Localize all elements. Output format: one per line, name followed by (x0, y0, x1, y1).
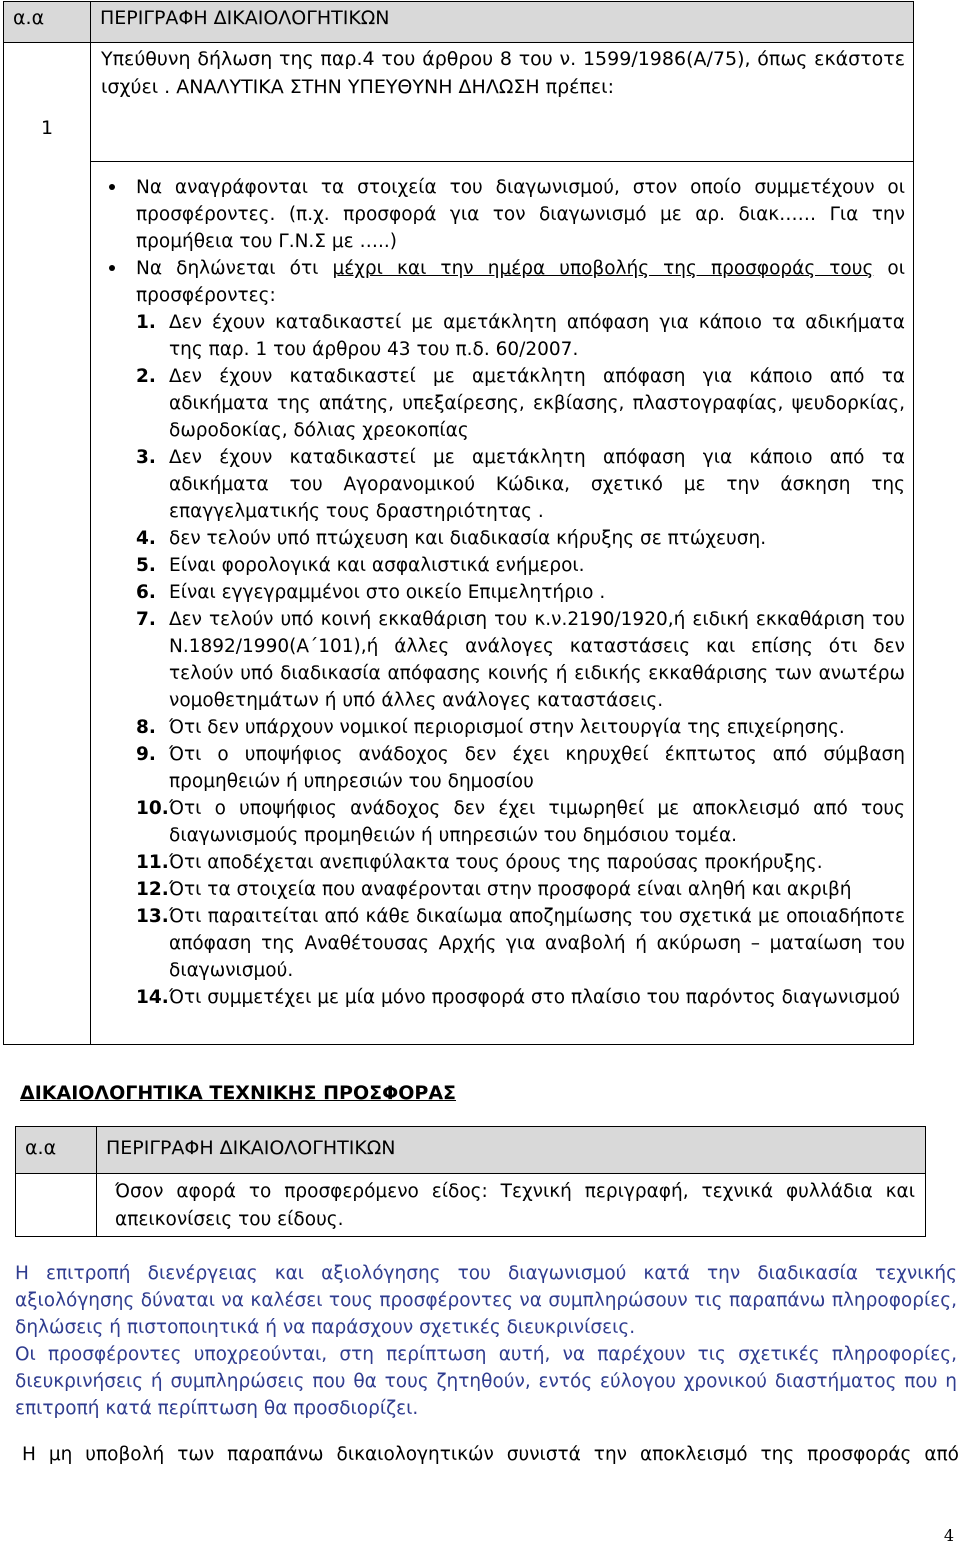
supporting-documents-table (3, 1, 914, 1045)
list-item-text: δεν τελούν υπό πτώχευση και διαδικασία κήρυξης σε πτώχευση. (169, 528, 767, 549)
row-number-empty (16, 1174, 97, 1237)
list-item (101, 714, 905, 741)
header-col-description: ΠΕΡΙΓΡΑΦΗ ΔΙΚΑΙΟΛΟΓΗΤΙΚΩΝ (91, 2, 914, 43)
list-item-text: Ότι συμμετέχει με μία μόνο προσφορά στο πλαίσιο του παρόντος διαγωνισμού (169, 987, 900, 1008)
requirement-list (101, 309, 905, 1011)
list-item-text: Ότι τα στοιχεία που αναφέρονται στην προσφορά είναι αληθή και ακριβή (169, 879, 852, 900)
list-item-text: Δεν τελούν υπό κοινή εκκαθάριση του κ.ν.2190/1920,ή ειδική εκκαθάριση του Ν.1892/1990(Α΄101),ή άλλες ανάλογες καταστάσεις και επίσης ότι δεν τελούν υπό διαδικασία απόφασης κοινής ή ειδικής εκκαθάρισης των ανωτέρω νομοθετημάτων ή υπό άλλες ανάλογες καταστάσεις. (169, 609, 905, 711)
list-item-text: Ότι ο υποψήφιος ανάδοχος δεν έχει τιμωρηθεί με αποκλεισμό από τους διαγωνισμούς προμηθειών ή υπηρεσιών του δημόσιου τομέα. (169, 798, 905, 846)
list-item-number: 7. (136, 609, 156, 630)
list-item (101, 984, 905, 1011)
list-item (101, 606, 905, 714)
page-number: 4 (943, 1526, 954, 1545)
list-item-number: 12. (136, 879, 169, 900)
list-item-number: 5. (136, 555, 156, 576)
committee-notice (15, 1260, 957, 1422)
list-item (101, 579, 905, 606)
list-item-number: 3. (136, 447, 156, 468)
list-item (101, 363, 905, 444)
committee-paragraph-2: Οι προσφέροντες υποχρεούνται, στη περίπτωση αυτή, να παρέχουν τις σχετικές πληροφορίες, διευκρινήσεις ή συμπληρώσεις που θα τους ζητηθούν, εντός εύλογου χρονικού διαστήματος που η επιτροπή κατά περίπτωση θα προσδιορίζει. (15, 1344, 957, 1419)
list-item-number: 2. (136, 366, 156, 387)
header-col-aa: α.α (16, 1127, 97, 1174)
list-item-text: Ότι δεν υπάρχουν νομικοί περιορισμοί στην λειτουργία της επιχείρησης. (169, 717, 845, 738)
list-item-text: Είναι εγγεγραμμένοι στο οικείο Επιμελητήριο . (169, 582, 606, 603)
list-item-number: 9. (136, 744, 156, 765)
list-item (101, 795, 905, 849)
list-item-text: Δεν έχουν καταδικαστεί με αμετάκλητη απόφαση για κάποιο από τα αδικήματα της απάτης, υπεξαίρεσης, εκβίασης, πλαστογραφίας, ψευδορκίας, δωροδοκίας, δόλιας χρεοκοπίας (169, 366, 905, 441)
table-header-row (16, 1127, 926, 1174)
header-col-aa: α.α (4, 2, 91, 43)
list-item (101, 876, 905, 903)
section-title: ΔΙΚΑΙΟΛΟΓΗΤΙΚΑ ΤΕΧΝΙΚΗΣ ΠΡΟΣΦΟΡΑΣ (20, 1082, 457, 1104)
closing-line: Η μη υποβολή των παραπάνω δικαιολογητικών συνιστά την αποκλεισμό της προσφοράς από (22, 1444, 959, 1465)
list-item-number: 8. (136, 717, 156, 738)
bullet-tender-details: Να αναγράφονται τα στοιχεία του διαγωνισμού, στον οποίο συμμετέχουν οι προσφέροντες. (π.χ. προσφορά για τον διαγωνισμό με αρ. διακ…… Για την προμήθεια του Γ.Ν.Σ με …..) (101, 174, 905, 255)
list-item-text: Δεν έχουν καταδικαστεί με αμετάκλητη απόφαση για κάποιο τα αδικήματα της παρ. 1 του άρθρου 43 του π.δ. 60/2007. (169, 312, 905, 360)
list-item-number: 11. (136, 852, 169, 873)
list-item-number: 13. (136, 906, 169, 927)
list-item (101, 309, 905, 363)
list-item (101, 849, 905, 876)
bullet-declaration-until-date: Να δηλώνεται ότι μέχρι και την ημέρα υποβολής της προσφοράς τους οι προσφέροντες: (101, 255, 905, 309)
list-item-number: 1. (136, 312, 156, 333)
list-item (101, 552, 905, 579)
list-item-text: Ότι παραιτείται από κάθε δικαίωμα αποζημίωσης του σχετικά με οποιαδήποτε απόφαση της Αναθέτουσας Αρχής για αναβολή ή ακύρωση – ματαίωση του διαγωνισμού. (169, 906, 905, 981)
technical-offer-table (15, 1126, 926, 1237)
list-item (101, 903, 905, 984)
declaration-requirements (91, 162, 914, 1045)
list-item (101, 444, 905, 525)
row-number: 1 (4, 43, 91, 1045)
list-item-text: Ότι ο υποψήφιος ανάδοχος δεν έχει κηρυχθεί έκπτωτος από σύμβαση προμηθειών ή υπηρεσιών του δημοσίου (169, 744, 905, 792)
list-item-number: 6. (136, 582, 156, 603)
list-item-number: 4. (136, 528, 156, 549)
table-row (16, 1174, 926, 1237)
technical-description: Όσον αφορά το προσφερόμενο είδος: Τεχνική περιγραφή, τεχνικά φυλλάδια και απεικονίσεις του είδους. (97, 1174, 926, 1237)
table-row-1 (4, 43, 914, 162)
header-col-description: ΠΕΡΙΓΡΑΦΗ ΔΙΚΑΙΟΛΟΓΗΤΙΚΩΝ (97, 1127, 926, 1174)
list-item-text: Είναι φορολογικά και ασφαλιστικά ενήμεροι. (169, 555, 585, 576)
list-item (101, 525, 905, 552)
solemn-declaration-intro: Υπεύθυνη δήλωση της παρ.4 του άρθρου 8 του ν. 1599/1986(Α/75), όπως εκάστοτε ισχύει . ΑΝΑΛΥΤΙΚΑ ΣΤΗΝ ΥΠΕΥΘΥΝΗ ΔΗΛΩΣΗ πρέπει: (91, 43, 914, 162)
table-header-row (4, 2, 914, 43)
table-row-1-details (4, 162, 914, 1045)
list-item-text: Ότι αποδέχεται ανεπιφύλακτα τους όρους της παρούσας προκήρυξης. (169, 852, 823, 873)
list-item-text: Δεν έχουν καταδικαστεί με αμετάκλητη απόφαση για κάποιο από τα αδικήματα του Αγορανομικού Κώδικα, σχετικό με την άσκηση της επαγγελματικής τους δραστηριότητας . (169, 447, 905, 522)
list-item (101, 741, 905, 795)
committee-paragraph-1: Η επιτροπή διενέργειας και αξιολόγησης του διαγωνισμού κατά την διαδικασία τεχνικής αξιολόγησης δύναται να καλέσει τους προσφέροντες να συμπληρώσουν τις παραπάνω πληροφορίες, δηλώσεις ή πιστοποιητικά ή να παράσχουν σχετικές διευκρινίσεις. (15, 1263, 957, 1338)
list-item-number: 14. (136, 987, 169, 1008)
list-item-number: 10. (136, 798, 169, 819)
